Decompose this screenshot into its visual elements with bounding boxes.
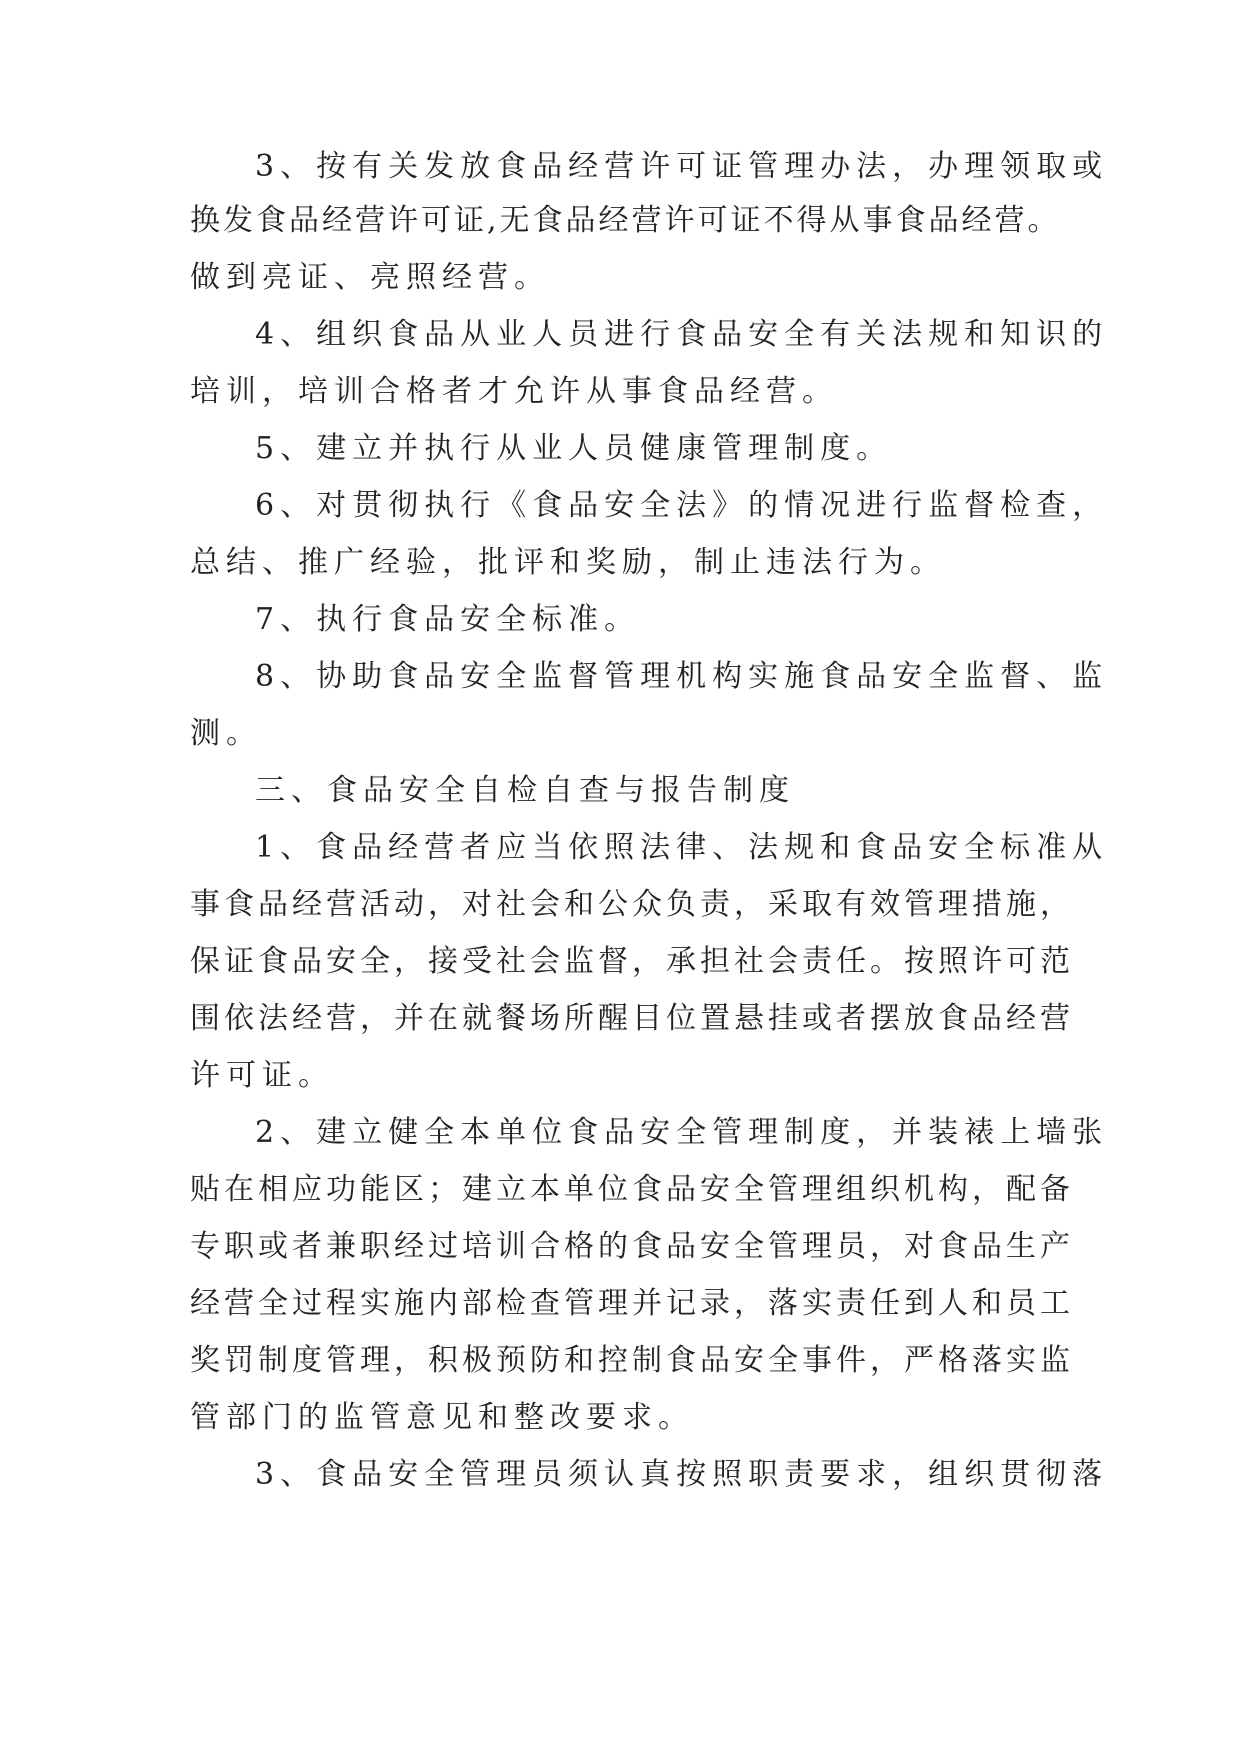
text-line: 4、组织食品从业人员进行食品安全有关法规和知识的 xyxy=(255,317,1109,352)
text-line: 事食品经营活动，对社会和公众负责，采取有效管理措施， xyxy=(190,887,1074,922)
text-line: 专职或者兼职经过培训合格的食品安全管理员，对食品生产 xyxy=(190,1229,1074,1264)
text-line: 总结、推广经验，批评和奖励，制止违法行为。 xyxy=(190,545,946,580)
text-line: 保证食品安全，接受社会监督，承担社会责任。按照许可范 xyxy=(190,944,1074,979)
text-line: 测。 xyxy=(190,716,262,751)
text-line: 贴在相应功能区；建立本单位食品安全管理组织机构，配备 xyxy=(190,1172,1074,1207)
text-line: 3、食品安全管理员须认真按照职责要求，组织贯彻落 xyxy=(255,1457,1109,1492)
text-line: 奖罚制度管理，积极预防和控制食品安全事件，严格落实监 xyxy=(190,1343,1074,1378)
text-line: 2、建立健全本单位食品安全管理制度，并装裱上墙张 xyxy=(255,1115,1109,1150)
text-line: 7、执行食品安全标准。 xyxy=(255,602,641,637)
text-line: 许可证。 xyxy=(190,1058,334,1093)
text-line: 管部门的监管意见和整改要求。 xyxy=(190,1400,694,1435)
text-line: 1、食品经营者应当依照法律、法规和食品安全标准从 xyxy=(255,830,1109,865)
text-line: 3、按有关发放食品经营许可证管理办法，办理领取或 xyxy=(255,149,1109,184)
text-line: 5、建立并执行从业人员健康管理制度。 xyxy=(255,431,893,466)
text-line: 6、对贯彻执行《食品安全法》的情况进行监督检查， xyxy=(255,488,1109,523)
text-line: 8、协助食品安全监督管理机构实施食品安全监督、监 xyxy=(255,659,1109,694)
text-line: 围依法经营，并在就餐场所醒目位置悬挂或者摆放食品经营 xyxy=(190,1001,1074,1036)
text-line: 经营全过程实施内部检查管理并记录，落实责任到人和员工 xyxy=(190,1286,1074,1321)
text-line: 做到亮证、亮照经营。 xyxy=(190,260,550,295)
text-line: 培训，培训合格者才允许从事食品经营。 xyxy=(190,374,838,409)
text-line: 换发食品经营许可证,无食品经营许可证不得从事食品经营。 xyxy=(190,203,1061,238)
section-heading: 三、食品安全自检自查与报告制度 xyxy=(255,773,795,808)
